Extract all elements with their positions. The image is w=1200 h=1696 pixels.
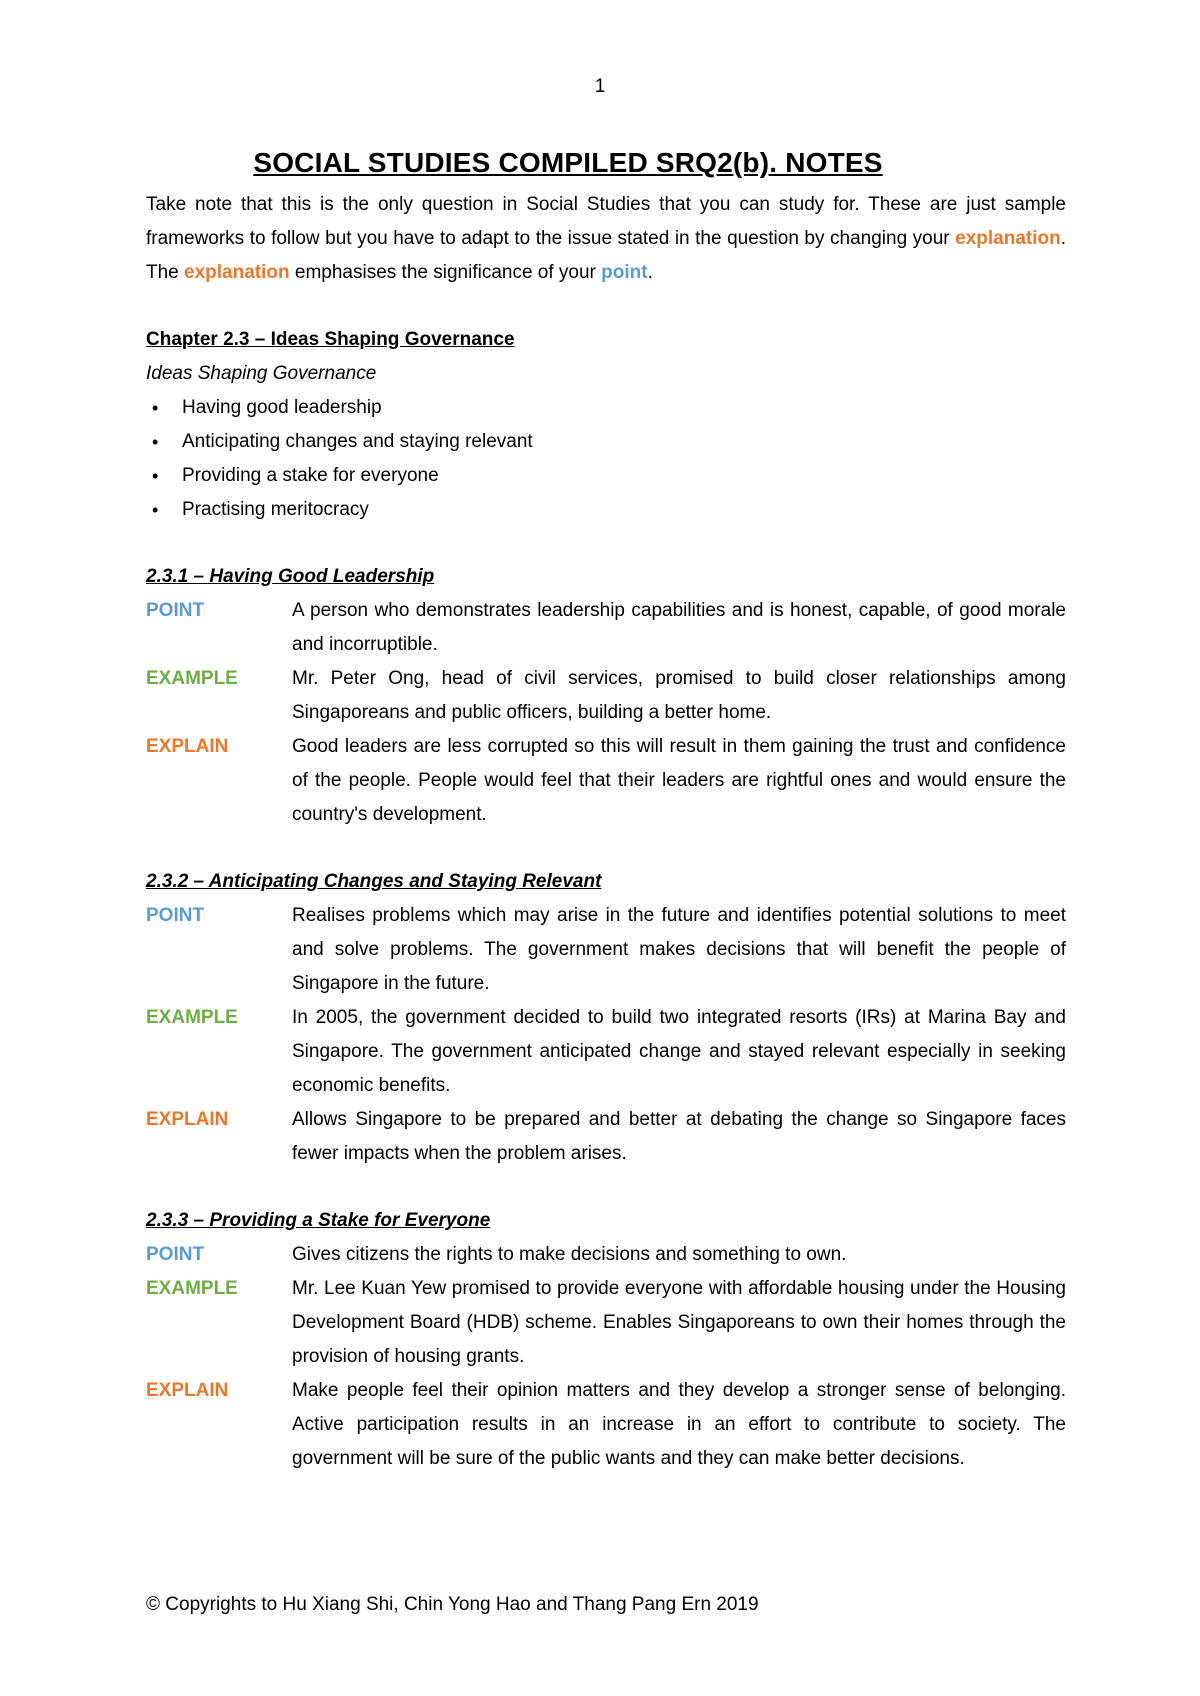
list-item: • Providing a stake for everyone bbox=[146, 459, 1066, 493]
example-label: EXAMPLE bbox=[146, 668, 238, 689]
explain-row bbox=[146, 1374, 1066, 1476]
point-text: A person who demonstrates leadership capabilities and is honest, capable, of good morale and incorruptible. bbox=[292, 600, 1066, 655]
intro-text-4: . bbox=[647, 262, 653, 283]
explain-row bbox=[146, 1103, 1066, 1171]
section-having-good-leadership bbox=[146, 560, 1066, 832]
list-item: • Anticipating changes and staying relevant bbox=[146, 425, 1066, 459]
point-label: POINT bbox=[146, 600, 205, 621]
chapter-heading: Chapter 2.3 – Ideas Shaping Governance bbox=[146, 329, 515, 350]
point-text: Realises problems which may arise in the future and identifies potential solutions to meet and solve problems. The government makes decisions that will benefit the people of Singapore in the future. bbox=[292, 905, 1066, 994]
point-row bbox=[146, 1238, 1066, 1272]
intro-explanation-keyword-1: explanation bbox=[955, 228, 1061, 249]
section-heading: 2.3.2 – Anticipating Changes and Staying Relevant bbox=[146, 871, 602, 892]
section-heading: 2.3.1 – Having Good Leadership bbox=[146, 566, 435, 587]
point-label: POINT bbox=[146, 905, 205, 926]
section-anticipating-changes bbox=[146, 865, 1066, 1171]
copyright-footer: © Copyrights to Hu Xiang Shi, Chin Yong Hao and Thang Pang Ern 2019 bbox=[146, 1594, 759, 1615]
list-item: • Practising meritocracy bbox=[146, 493, 1066, 527]
explain-text: Good leaders are less corrupted so this will result in them gaining the trust and confidence of the people. People would feel that their leaders are rightful ones and would ensure the country's development. bbox=[292, 736, 1066, 825]
example-label: EXAMPLE bbox=[146, 1278, 238, 1299]
example-text: Mr. Lee Kuan Yew promised to provide everyone with affordable housing under the Housing Development Board (HDB) scheme. Enables Singaporeans to own their homes through the provision of housing grants. bbox=[292, 1278, 1066, 1367]
example-row bbox=[146, 1001, 1066, 1103]
example-row bbox=[146, 662, 1066, 730]
example-row bbox=[146, 1272, 1066, 1374]
explain-label: EXPLAIN bbox=[146, 736, 229, 757]
explain-text: Allows Singapore to be prepared and better at debating the change so Singapore faces fewer impacts when the problem arises. bbox=[292, 1109, 1066, 1164]
explain-label: EXPLAIN bbox=[146, 1380, 229, 1401]
explain-label: EXPLAIN bbox=[146, 1109, 229, 1130]
page-number: 1 bbox=[594, 76, 606, 97]
list-item: • Having good leadership bbox=[146, 391, 1066, 425]
point-label: POINT bbox=[146, 1244, 205, 1265]
point-text: Gives citizens the rights to make decisions and something to own. bbox=[292, 1244, 847, 1265]
section-providing-a-stake bbox=[146, 1204, 1066, 1476]
intro-text-3: emphasises the significance of your bbox=[289, 262, 602, 283]
intro-paragraph bbox=[146, 188, 1066, 290]
intro-point-keyword: point bbox=[601, 262, 648, 283]
document-title: SOCIAL STUDIES COMPILED SRQ2(b). NOTES bbox=[253, 147, 883, 178]
point-row bbox=[146, 594, 1066, 662]
explain-row bbox=[146, 730, 1066, 832]
chapter-bullet-list bbox=[146, 391, 1066, 527]
intro-text-1: Take note that this is the only question in Social Studies that you can study for. These are just sample frameworks to follow but you have to adapt to the issue stated in the question by changing your bbox=[146, 194, 1066, 249]
section-heading: 2.3.3 – Providing a Stake for Everyone bbox=[146, 1210, 491, 1231]
chapter-subheading: Ideas Shaping Governance bbox=[146, 363, 377, 384]
intro-explanation-keyword-2: explanation bbox=[184, 262, 290, 283]
document-body bbox=[146, 188, 1066, 1476]
example-text: In 2005, the government decided to build two integrated resorts (IRs) at Marina Bay and Singapore. The government anticipated change and stayed relevant especially in seeking economic benefits. bbox=[292, 1007, 1066, 1096]
example-text: Mr. Peter Ong, head of civil services, promised to build closer relationships among Singaporeans and public officers, building a better home. bbox=[292, 668, 1066, 723]
example-label: EXAMPLE bbox=[146, 1007, 238, 1028]
intro-text-2: . The bbox=[146, 228, 1066, 283]
explain-text: Make people feel their opinion matters and they develop a stronger sense of belonging. Active participation results in an increase in an effort to contribute to society. The government will be sure of the public wants and they can make better decisions. bbox=[292, 1380, 1066, 1469]
point-row bbox=[146, 899, 1066, 1001]
